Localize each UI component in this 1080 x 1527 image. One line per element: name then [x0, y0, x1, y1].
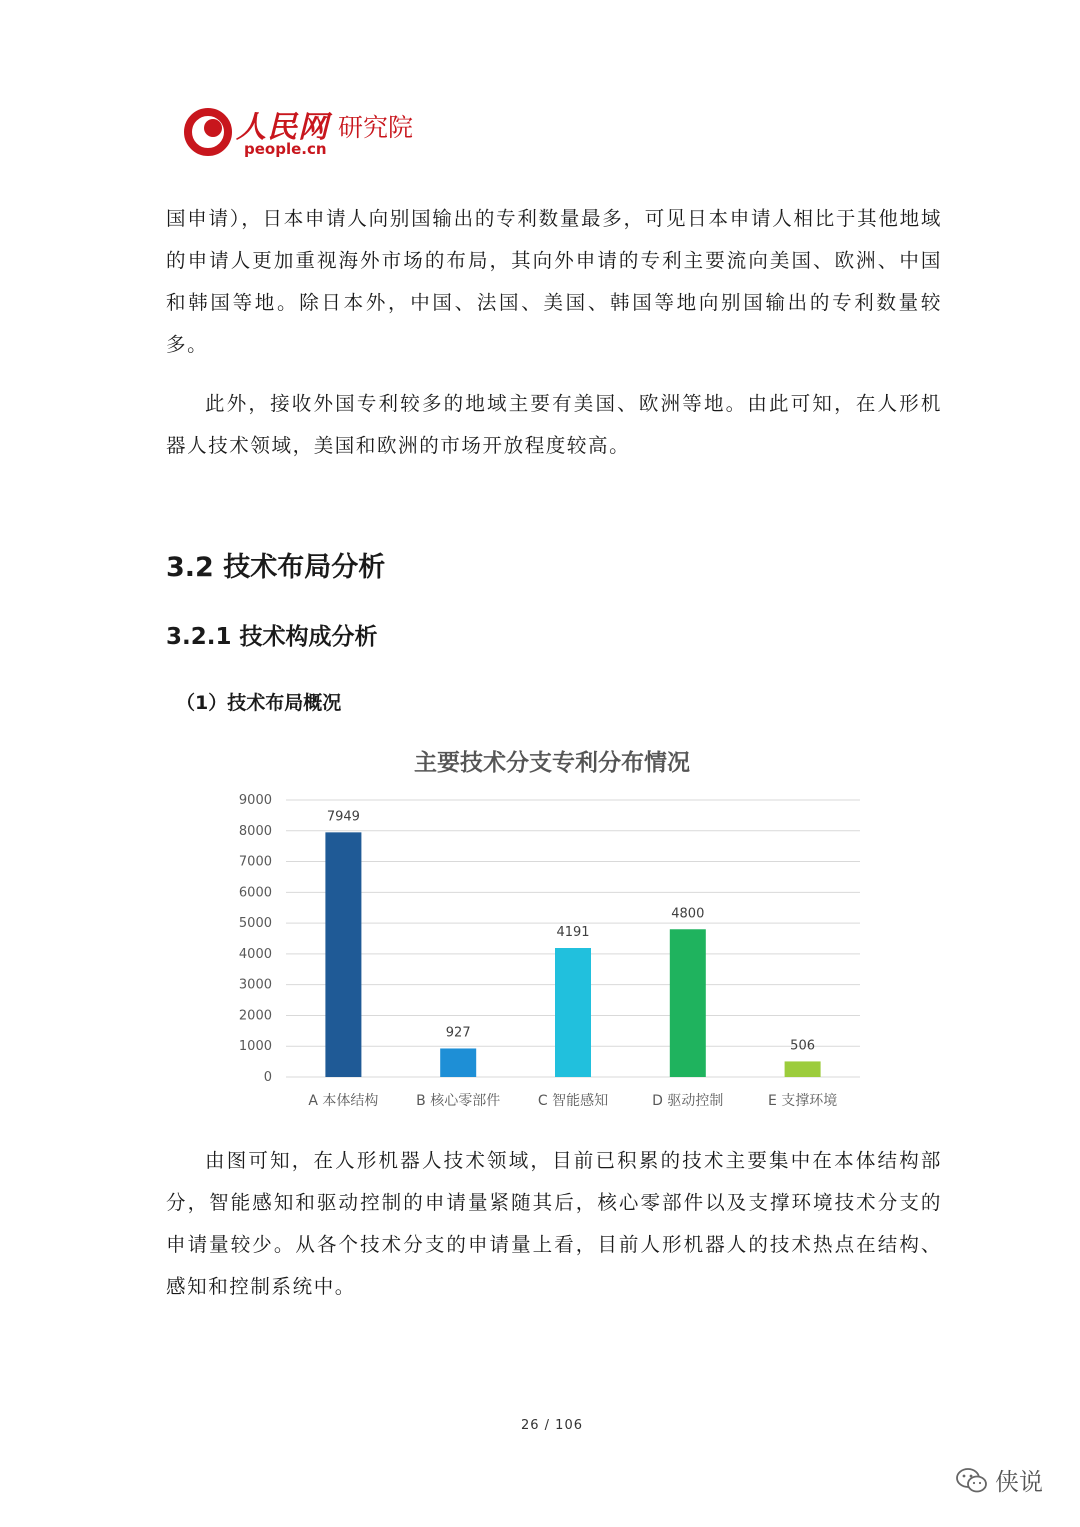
- chart-title: 主要技术分支专利分布情况: [414, 750, 690, 776]
- y-tick-label: 6000: [238, 885, 272, 901]
- logo-emblem-icon: [180, 102, 236, 158]
- y-tick-label: 3000: [238, 977, 272, 993]
- y-tick-label: 1000: [238, 1039, 272, 1055]
- data-label: 506: [790, 1038, 816, 1054]
- data-label: 7949: [326, 809, 360, 825]
- tech-branch-bar-chart: [226, 730, 866, 1120]
- data-label: 927: [445, 1025, 471, 1041]
- logo-domain: people.cn: [244, 140, 327, 158]
- page-number: 26 / 106: [521, 1418, 583, 1433]
- logo-name: 人民网: [236, 110, 329, 145]
- wechat-icon: [955, 1466, 989, 1496]
- y-tick-label: 9000: [238, 793, 272, 808]
- bar: [440, 1048, 476, 1077]
- data-label: 4191: [556, 925, 590, 941]
- category-label: A 本体结构: [308, 1093, 379, 1109]
- y-tick-label: 2000: [238, 1008, 272, 1024]
- watermark-text: 侠说: [995, 1468, 1043, 1496]
- people-cn-logo: [180, 100, 440, 160]
- y-tick-label: 7000: [238, 854, 272, 870]
- body-paragraph-2: 此外，接收外国专利较多的地域主要有美国、欧洲等地。由此可知，在人形机器人技术领域，美国和欧洲的市场开放程度较高。: [166, 392, 942, 457]
- body-paragraph-3: 由图可知，在人形机器人技术领域，目前已积累的技术主要集中在本体结构部分，智能感知和驱动控制的申请量紧随其后，核心零部件以及支撑环境技术分支的申请量较少。从各个技术分支的申请量上看，目前人形机器人的技术热点在结构、感知和控制系统中。: [166, 1149, 942, 1298]
- category-label: D 驱动控制: [652, 1093, 724, 1109]
- bar: [555, 948, 591, 1077]
- logo-institute: 研究院: [338, 113, 414, 142]
- y-tick-label: 0: [263, 1070, 272, 1085]
- category-label: B 核心零部件: [416, 1093, 501, 1109]
- category-label: C 智能感知: [537, 1093, 609, 1109]
- y-tick-label: 8000: [238, 823, 272, 839]
- y-tick-label: 4000: [238, 946, 272, 962]
- data-label: 4800: [671, 906, 705, 922]
- category-label: E 支撑环境: [767, 1093, 838, 1109]
- body-paragraph-1: 国申请），日本申请人向别国输出的专利数量最多，可见日本申请人相比于其他地域的申请人更加重视海外市场的布局，其向外申请的专利主要流向美国、欧洲、中国和韩国等地。除日本外，中国、法国、美国、韩国等地向别国输出的专利数量较多。: [166, 207, 942, 356]
- bar: [785, 1061, 821, 1077]
- bar: [670, 929, 706, 1077]
- y-tick-label: 5000: [238, 916, 272, 932]
- subsubsection-heading: （1）技术布局概况: [176, 692, 342, 714]
- subsection-heading: 3.2.1 技术构成分析: [166, 624, 378, 650]
- bar: [325, 832, 361, 1077]
- section-heading: 3.2 技术布局分析: [166, 552, 386, 583]
